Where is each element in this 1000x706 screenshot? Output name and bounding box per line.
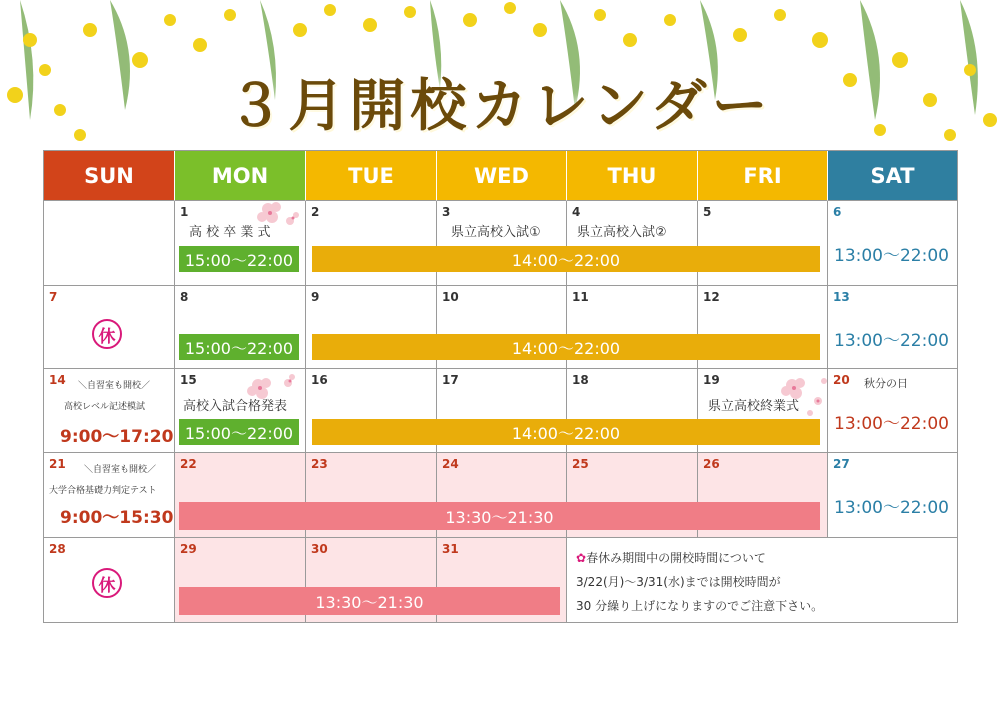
event-graduation: 高 校 卒 業 式: [189, 225, 271, 240]
day-number: 1: [180, 205, 189, 219]
holiday-name: 秋分の日: [864, 377, 908, 390]
hours-bar-week3-weekday: 14:00～22:00: [312, 419, 820, 445]
day-number: 24: [442, 457, 459, 471]
page-title: ３月開校カレンダー: [227, 74, 773, 139]
self-study-note: ＼自習室も開校／: [78, 381, 151, 391]
day-number: 5: [703, 205, 712, 219]
self-study-note: ＼自習室も開校／: [84, 465, 157, 475]
day-cell-28: [44, 538, 175, 623]
mock-exam-note: 高校レベル記述模試: [64, 402, 146, 412]
day-cell-6: [828, 201, 958, 286]
day-cell-13: [828, 286, 958, 369]
header-sat: SAT: [828, 151, 958, 201]
header-tue: TUE: [306, 151, 437, 201]
spring-break-notice: [576, 546, 823, 618]
day-number: 16: [311, 373, 328, 387]
day-number: 18: [572, 373, 589, 387]
sunday-hours: 9:00～17:20: [60, 427, 174, 447]
day-cell-27: [828, 453, 958, 538]
hours-bar-week2-weekday: 14:00～22:00: [312, 334, 820, 360]
day-number: 8: [180, 290, 189, 304]
hours-bar-week1-weekday: 14:00～22:00: [312, 246, 820, 272]
closed-mark: 休: [92, 568, 122, 598]
notice-line-2: 3/22(月)～3/31(水)までは開校時間が: [576, 575, 781, 589]
day-number: 26: [703, 457, 720, 471]
event-closing-ceremony: 県立高校終業式: [708, 399, 800, 414]
saturday-hours: 13:00～22:00: [834, 246, 949, 266]
day-number: 12: [703, 290, 720, 304]
day-cell-empty: [44, 201, 175, 286]
hours-bar-week3-mon: 15:00～22:00: [179, 419, 299, 445]
flower-icon: ✿: [576, 551, 587, 565]
test-note: 大学合格基礎力判定テスト: [49, 486, 157, 496]
day-number: 3: [442, 205, 451, 219]
day-cell-14: [44, 369, 175, 453]
sunday-hours: 9:00～15:30: [60, 508, 174, 528]
day-number: 15: [180, 373, 197, 387]
day-number: 29: [180, 542, 197, 556]
day-cell-4: [567, 201, 698, 286]
holiday-hours: 13:00～22:00: [834, 414, 949, 434]
day-cell-21: [44, 453, 175, 538]
day-number: 22: [180, 457, 197, 471]
day-number: 21: [49, 457, 66, 471]
hours-bar-week2-mon: 15:00～22:00: [179, 334, 299, 360]
day-number: 11: [572, 290, 589, 304]
day-number: 20: [833, 373, 850, 387]
header-mon: MON: [175, 151, 306, 201]
day-number: 23: [311, 457, 328, 471]
day-number: 31: [442, 542, 459, 556]
notice-line-1: ✿春休み期間中の開校時間について: [576, 551, 766, 565]
day-number: 10: [442, 290, 459, 304]
event-exam-1: 県立高校入試①: [451, 225, 541, 240]
day-number: 7: [49, 290, 58, 304]
day-cell-20: [828, 369, 958, 453]
header-wed: WED: [437, 151, 567, 201]
day-number: 13: [833, 290, 850, 304]
sakura-flower-icon: [250, 195, 304, 235]
day-cell-7: [44, 286, 175, 369]
day-number: 6: [833, 205, 842, 219]
hours-bar-week1-mon: 15:00～22:00: [179, 246, 299, 272]
header-fri: FRI: [698, 151, 828, 201]
saturday-hours: 13:00～22:00: [834, 331, 949, 351]
event-exam-results: 高校入試合格発表: [183, 399, 288, 414]
day-cell-5: [698, 201, 828, 286]
day-cell-3: [437, 201, 567, 286]
hours-bar-week5-spring: 13:30～21:30: [179, 587, 560, 615]
day-number: 17: [442, 373, 459, 387]
day-number: 9: [311, 290, 320, 304]
sakura-flower-icon: [774, 371, 834, 421]
hours-bar-week4-spring: 13:30～21:30: [179, 502, 820, 530]
day-number: 4: [572, 205, 581, 219]
day-number: 25: [572, 457, 589, 471]
event-exam-2: 県立高校入試②: [577, 225, 667, 240]
sakura-flower-icon: [240, 371, 300, 411]
day-number: 2: [311, 205, 320, 219]
day-number: 28: [49, 542, 66, 556]
day-number: 30: [311, 542, 328, 556]
closed-mark: 休: [92, 319, 122, 349]
header-thu: THU: [567, 151, 698, 201]
day-number: 19: [703, 373, 720, 387]
saturday-hours: 13:00～22:00: [834, 498, 949, 518]
day-cell-2: [306, 201, 437, 286]
notice-line-3: 30 分繰り上げになりますのでご注意下さい。: [576, 599, 824, 613]
header-sun: SUN: [44, 151, 175, 201]
day-number: 14: [49, 373, 66, 387]
day-number: 27: [833, 457, 850, 471]
